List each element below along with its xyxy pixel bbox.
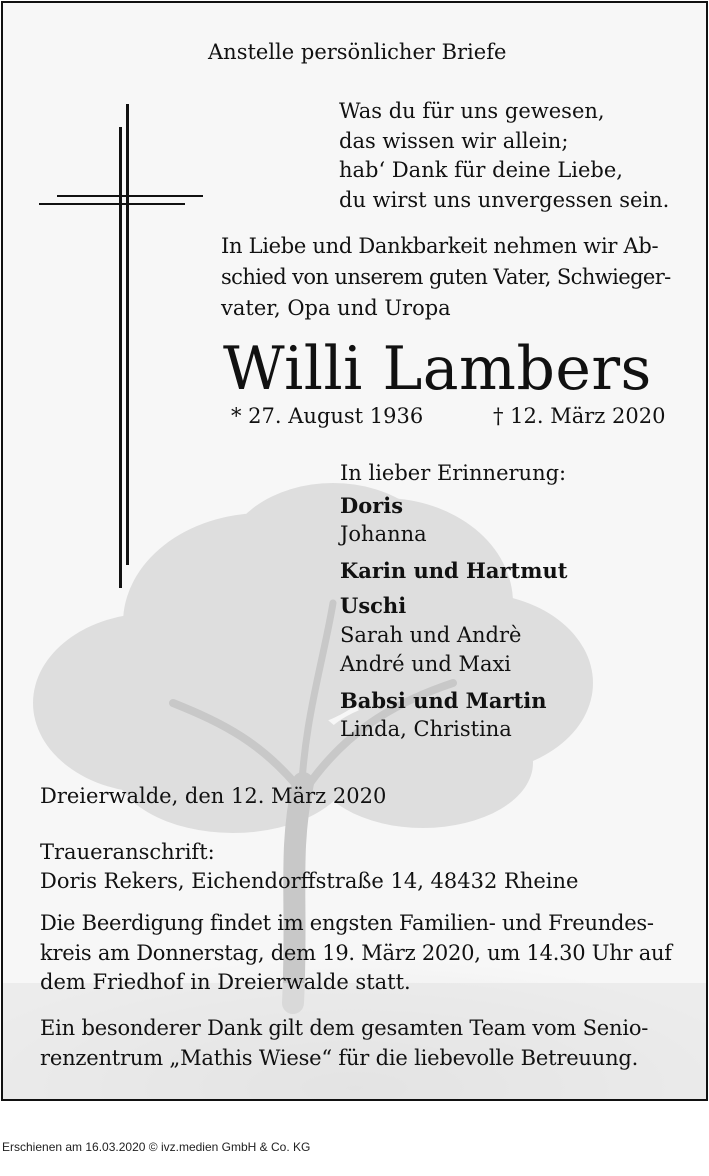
mourner-sub: Johanna <box>340 522 427 546</box>
address-label: Traueranschrift: <box>40 840 215 864</box>
mourner-lead: Doris <box>340 492 404 518</box>
poem-line: das wissen wir allein; <box>339 128 569 153</box>
thanks-line: renzentrum „Mathis Wiese“ für die liebevolle Betreuung. <box>40 1045 639 1070</box>
intro-line: schied von unserem guten Vater, Schwieger- <box>221 265 671 289</box>
funeral-info <box>40 909 672 998</box>
funeral-line: Die Beerdigung findet im engsten Familien- und Freundes- <box>40 911 654 935</box>
thanks-text <box>40 1014 648 1073</box>
mourners-heading: In lieber Erinnerung: <box>340 461 567 485</box>
mourner-sub: Sarah und Andrè <box>340 622 522 647</box>
intro-line: In Liebe und Dankbarkeit nehmen wir Ab- <box>221 234 659 258</box>
poem <box>339 97 669 215</box>
header-line: Anstelle persönlicher Briefe <box>208 40 507 64</box>
address-value: Doris Rekers, Eichendorffstraße 14, 48432 Rheine <box>40 869 579 893</box>
deceased-name: Willi Lambers <box>223 334 652 404</box>
poem-line: Was du für uns gewesen, <box>339 99 605 123</box>
place-date: Dreierwalde, den 12. März 2020 <box>40 784 387 808</box>
poem-line: hab‘ Dank für deine Liebe, <box>339 158 623 182</box>
mourner-lead: Uschi <box>340 593 407 618</box>
mourners-list <box>340 459 567 745</box>
poem-line: du wirst uns unvergessen sein. <box>339 187 670 212</box>
intro-text <box>221 231 671 324</box>
funeral-line: dem Friedhof in Dreierwalde statt. <box>40 970 411 994</box>
funeral-line: kreis am Donnerstag, dem 19. März 2020, um 14.30 Uhr auf <box>40 940 672 965</box>
mourner-lead: Karin und Hartmut <box>340 557 568 583</box>
mourner-sub: Linda, Christina <box>340 717 512 741</box>
thanks-line: Ein besonderer Dank gilt dem gesamten Team vom Senio- <box>40 1016 649 1040</box>
publication-footer: Erschienen am 16.03.2020 © ivz.medien GmbH & Co. KG <box>2 1140 311 1154</box>
death-date: † 12. März 2020 <box>493 404 666 428</box>
birth-date: * 27. August 1936 <box>231 404 424 428</box>
mourner-sub: André und Maxi <box>340 652 512 676</box>
obituary-notice <box>1 1 708 1101</box>
mourner-lead: Babsi und Martin <box>340 687 547 713</box>
intro-line: vater, Opa und Uropa <box>221 296 451 320</box>
